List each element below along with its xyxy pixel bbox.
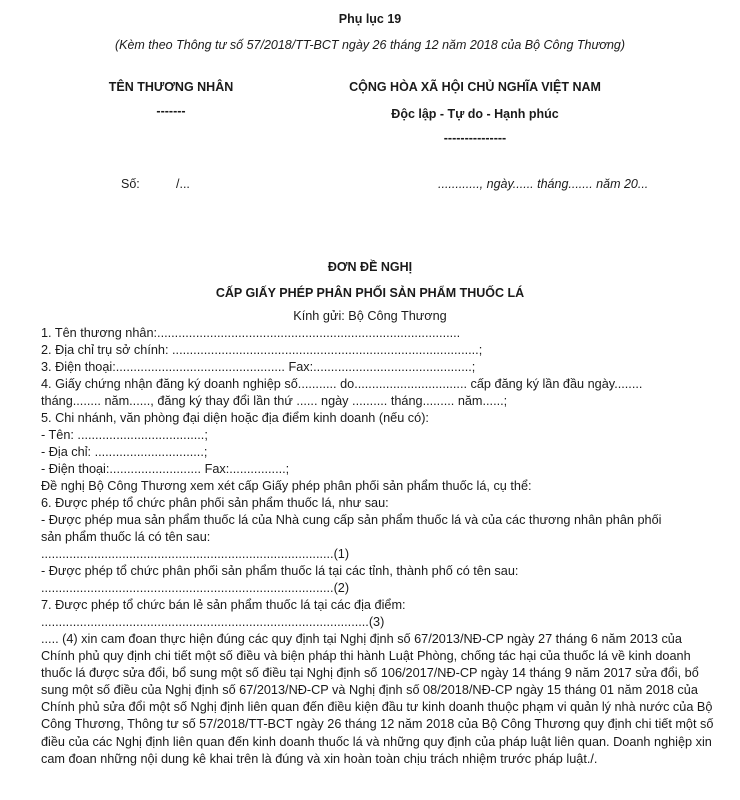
fill-line-1: ...................................................................................(1) — [41, 547, 350, 561]
field-branch-phone-fax: - Điện thoại:.......................... Fax:................; — [41, 462, 290, 476]
appendix-note: (Kèm theo Thông tư số 57/2018/TT-BCT ngày 26 tháng 12 năm 2018 của Bộ Công Thương) — [114, 38, 626, 52]
field-business-registration: 4. Giấy chứng nhận đăng ký doanh nghiệp số........... do................................ cấp đăng ký lần đầu ngày........ — [41, 377, 643, 391]
number-value: /... — [176, 177, 190, 191]
field-registration-dates: tháng........ năm......, đăng ký thay đổi lần thứ ...... ngày .......... tháng......... năm......; — [41, 394, 508, 408]
merchant-name-heading: TÊN THƯƠNG NHÂN — [108, 80, 234, 94]
date-line: ............, ngày...... tháng....... năm 20... — [438, 177, 649, 191]
appendix-title: Phụ lục 19 — [338, 12, 402, 26]
section-6-distribution: - Được phép tổ chức phân phối sản phẩm thuốc lá tại các tỉnh, thành phố có tên sau: — [41, 564, 519, 578]
section-6-purchase-cont: sản phẩm thuốc lá có tên sau: — [41, 530, 211, 544]
merchant-dashes: ------- — [156, 104, 186, 118]
field-branch-address: - Địa chỉ: ...............................; — [41, 445, 208, 459]
field-merchant-name: 1. Tên thương nhân:...................................................................................... — [41, 326, 461, 340]
fill-line-2: ...................................................................................(2) — [41, 581, 350, 595]
section-6-purchase: - Được phép mua sản phẩm thuốc lá của Nhà cung cấp sản phẩm thuốc lá và của các thương nhân phân phối — [41, 513, 662, 527]
field-head-office-address: 2. Địa chỉ trụ sở chính: .......................................................................................; — [41, 343, 483, 357]
motto: Độc lập - Tự do - Hạnh phúc — [391, 107, 559, 121]
request-statement: Đề nghị Bộ Công Thương xem xét cấp Giấy phép phân phối sản phẩm thuốc lá, cụ thể: — [41, 479, 532, 493]
recipient: Kính gửi: Bộ Công Thương — [293, 309, 447, 323]
section-6-heading: 6. Được phép tổ chức phân phối sản phẩm thuốc lá, như sau: — [41, 496, 389, 510]
nation-heading: CỘNG HÒA XÃ HỘI CHỦ NGHĨA VIỆT NAM — [349, 80, 601, 94]
fill-line-3: .............................................................................................(3) — [41, 615, 385, 629]
form-subtitle: CẤP GIẤY PHÉP PHÂN PHỐI SẢN PHẨM THUỐC LÁ — [215, 286, 525, 300]
section-7-heading: 7. Được phép tổ chức bán lẻ sản phẩm thuốc lá tại các địa điểm: — [41, 598, 406, 612]
motto-dashes: --------------- — [443, 131, 507, 145]
number-label: Số: — [121, 177, 140, 191]
field-branch-name: - Tên: ....................................; — [41, 428, 208, 442]
commitment-paragraph: ..... (4) xin cam đoan thực hiện đúng các quy định tại Nghị định số 67/2013/NĐ-CP ngày 27 tháng 6 năm 2013 của Chính phủ quy định chi tiết một số điều và biện pháp thi hành Luật Phòng, chống tác hại của thuốc lá về kinh doanh thuốc lá được sửa đổi, bổ sung một số điều tại Nghị định số 106/2017/NĐ-CP ngày 14 tháng 9 năm 2017 sửa đổi, bổ sung một số điều của Nghị định số 67/2013/NĐ-CP và Nghị định số 08/2018/NĐ-CP ngày 15 tháng 01 năm 2018 của Chính phủ sửa đổi một số Nghị định liên quan đến điều kiện đầu tư kinh doanh thuộc phạm vi quản lý nhà nước của Bộ Công Thương, Thông tư số 57/2018/TT-BCT ngày 26 tháng 12 năm 2018 của Bộ Công Thương quy định chi tiết một số điều của các Nghị định liên quan đến kinh doanh thuốc lá và những quy định của pháp luật liên quan. Doanh nghiệp xin cam đoan những nội dung kê khai trên là đúng và xin hoàn toàn chịu trách nhiệm trước pháp luật./. — [41, 632, 714, 766]
form-title: ĐƠN ĐỀ NGHỊ — [327, 260, 413, 274]
field-phone-fax: 3. Điện thoại:................................................ Fax:.............................................; — [41, 360, 476, 374]
field-branch-heading: 5. Chi nhánh, văn phòng đại diện hoặc địa điểm kinh doanh (nếu có): — [41, 411, 429, 425]
